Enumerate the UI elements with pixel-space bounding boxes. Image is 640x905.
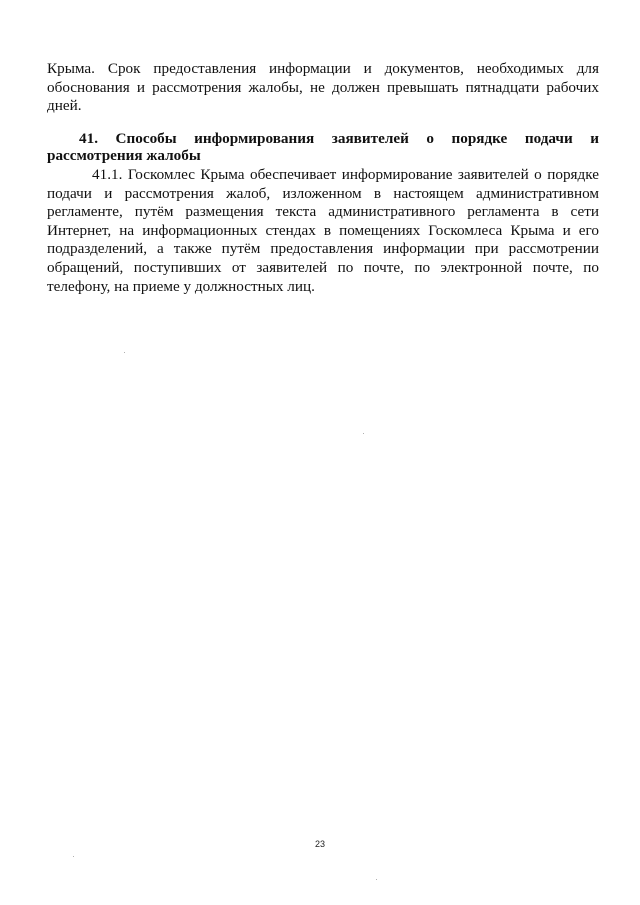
paragraph-line: Интернет, на информационных стендах в помещениях Госкомлеса Крыма и его: [47, 221, 599, 239]
section-heading: [47, 130, 599, 164]
intro-line: дней.: [47, 97, 82, 115]
paragraph-line: обращений, поступивших от заявителей по почте, по электронной почте, по: [47, 258, 599, 276]
intro-line: Крыма. Срок предоставления информации и документов, необходимых для: [47, 60, 599, 77]
heading-line: 41. Способы информирования заявителей о порядке подачи и: [79, 130, 599, 147]
intro-line: обоснования и рассмотрения жалобы, не должен превышать пятнадцати рабочих: [47, 78, 599, 96]
heading-line: рассмотрения жалобы: [47, 147, 201, 164]
page-number: 23: [314, 839, 325, 849]
scan-speck: [376, 879, 377, 880]
paragraph-line: телефону, на приеме у должностных лиц.: [47, 277, 315, 295]
paragraph-line: подачи и рассмотрения жалоб, изложенном в настоящем административном: [47, 184, 599, 202]
paragraph-line: подразделений, а также путём предоставления информации при рассмотрении: [47, 240, 599, 258]
section-paragraph: [47, 166, 599, 296]
paragraph-line: 41.1. Госкомлес Крыма обеспечивает информирование заявителей о порядке: [92, 166, 599, 183]
paragraph-line: регламенте, путём размещения текста административного регламента в сети: [47, 203, 599, 221]
scan-speck: [363, 433, 364, 434]
intro-paragraph: [47, 60, 599, 116]
scan-speck: [124, 352, 125, 353]
scan-speck: [73, 856, 74, 857]
